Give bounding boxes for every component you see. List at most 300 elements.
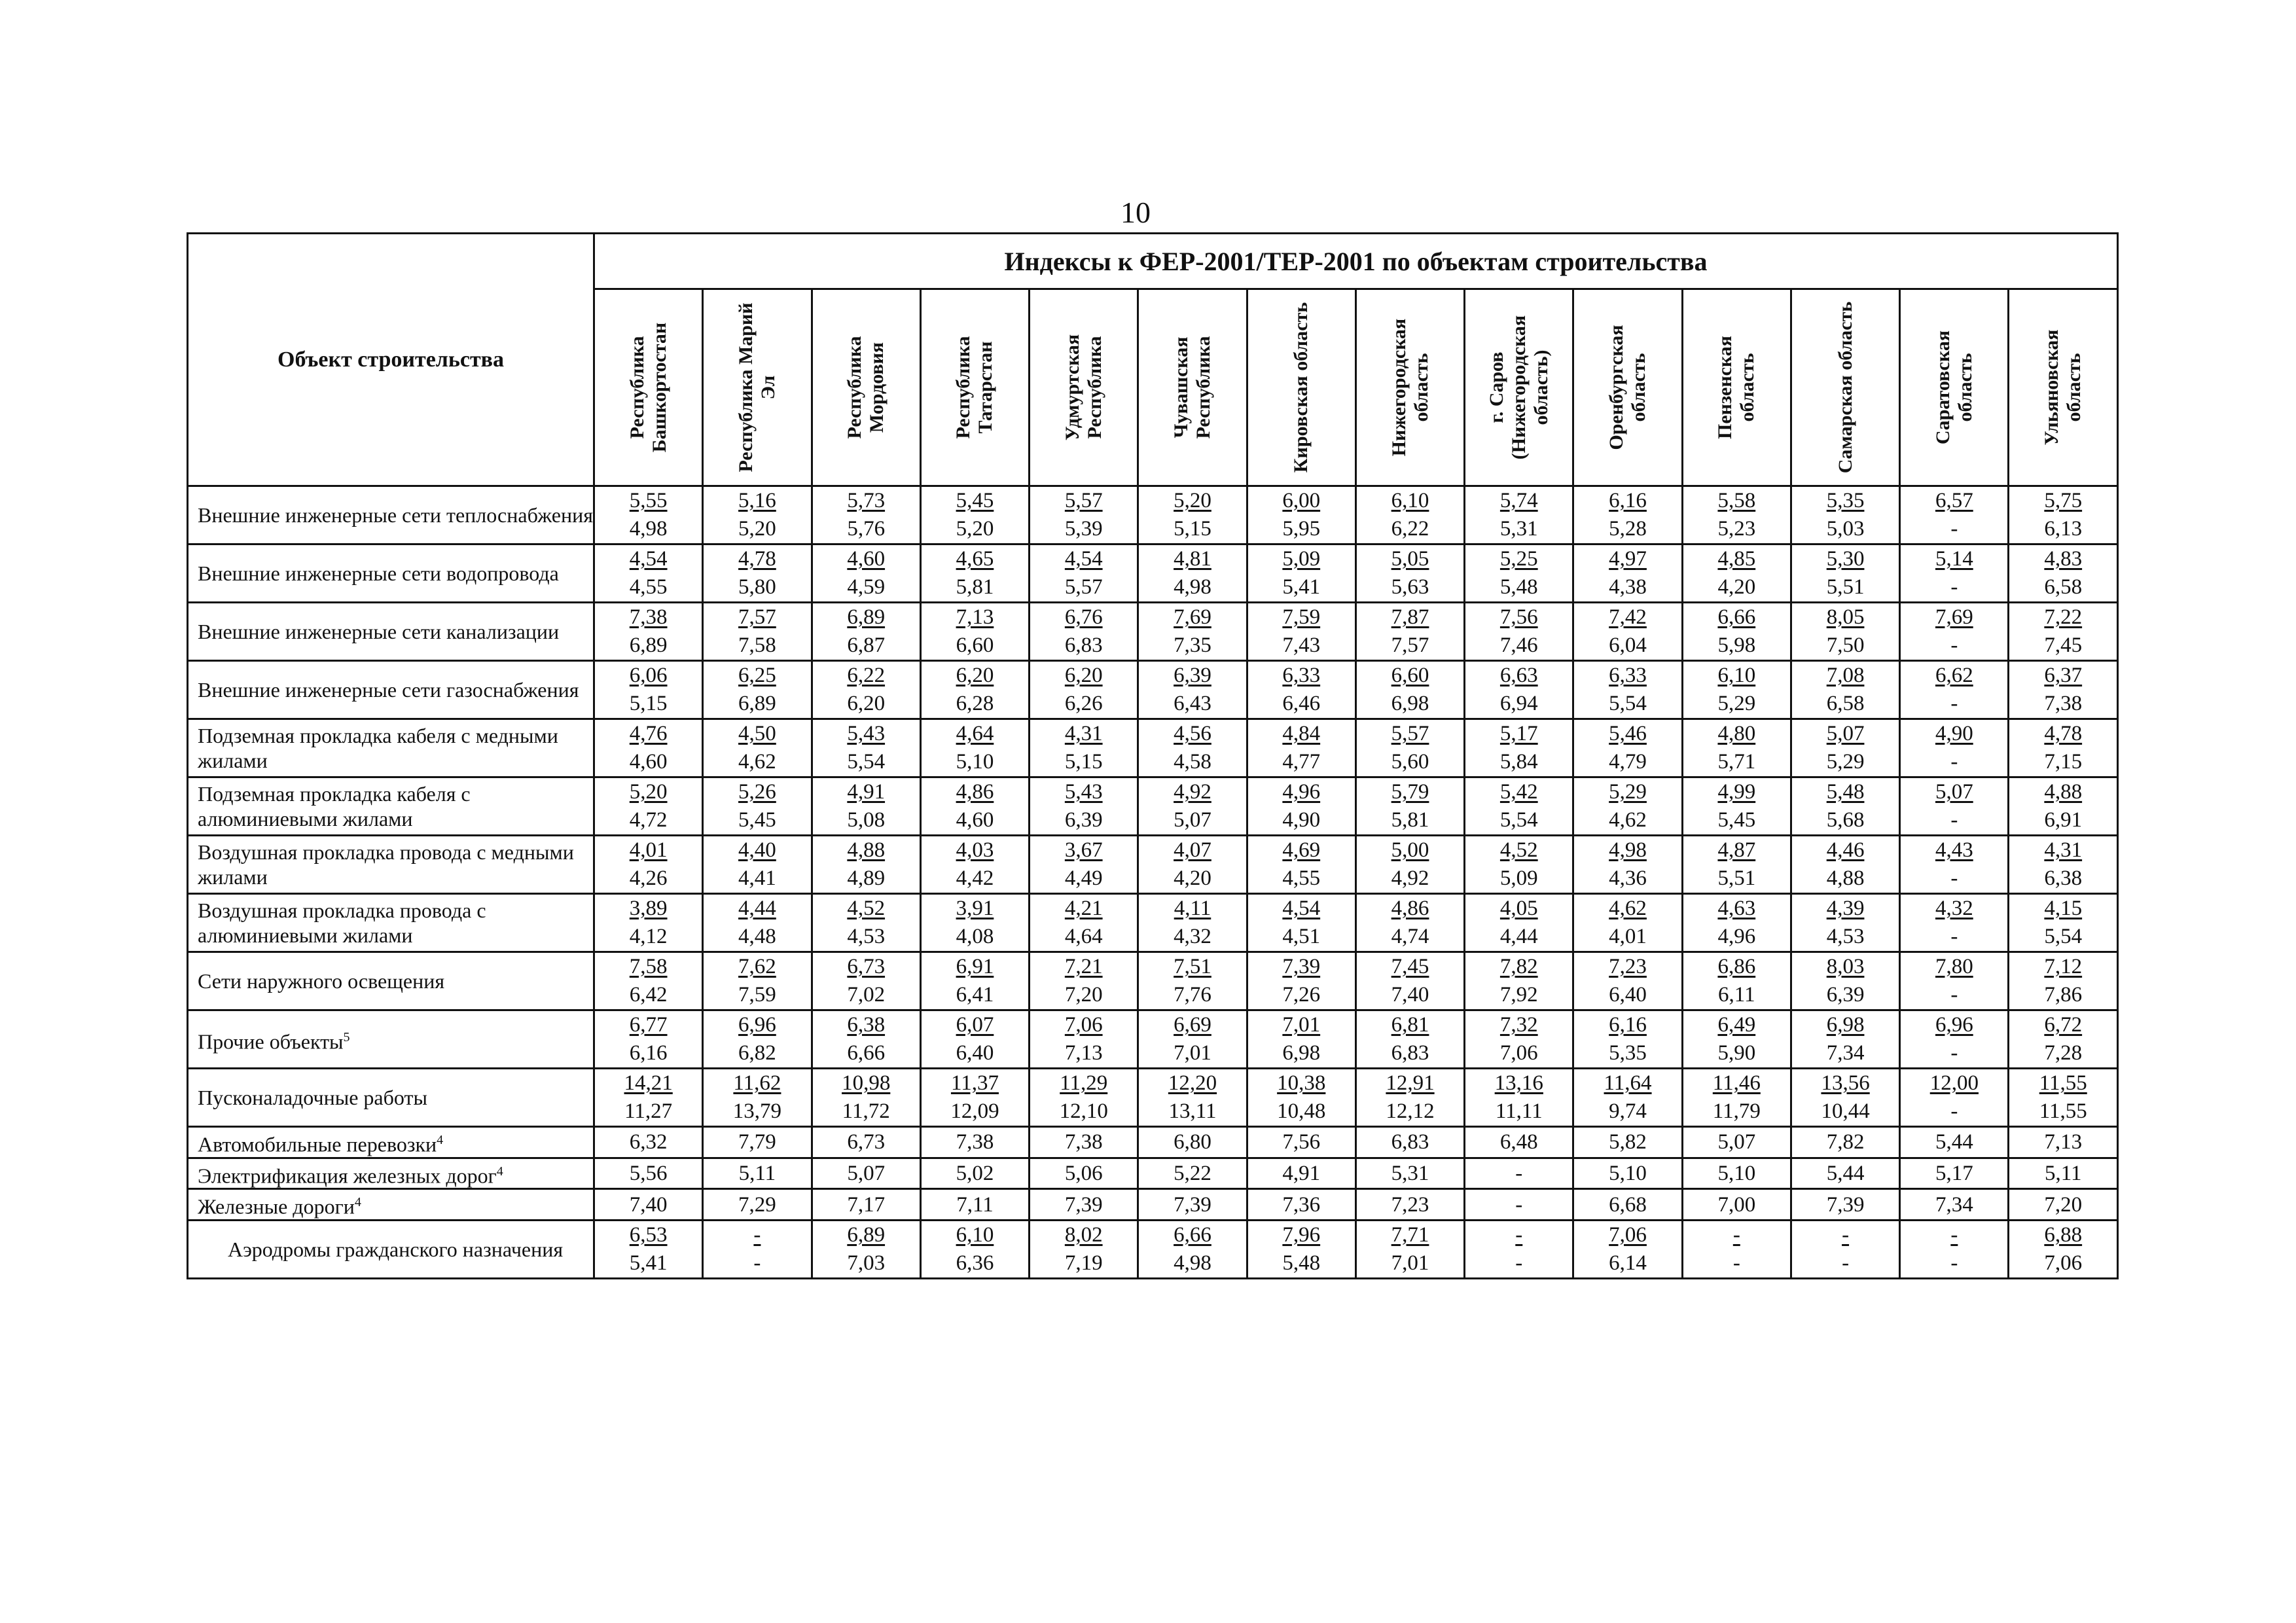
index-value-fer: 7,34 <box>1826 1041 1865 1065</box>
value-cell <box>703 1189 812 1221</box>
index-value-fer: 7,28 <box>2044 1041 2083 1065</box>
index-value-ter: 7,62 <box>738 955 776 978</box>
index-value-ter: 4,84 <box>1282 722 1321 745</box>
index-value-ter: 4,87 <box>1717 838 1756 862</box>
value-cell <box>1465 777 1573 836</box>
index-value-ter: 7,59 <box>1282 605 1321 629</box>
value-cell <box>1573 1158 1682 1189</box>
value-cell <box>2009 719 2118 777</box>
index-value-fer: 6,58 <box>2044 575 2083 599</box>
value-cell <box>1573 952 1682 1010</box>
index-value-fer: - <box>1732 1251 1740 1275</box>
index-value-fer: 5,51 <box>1826 575 1865 599</box>
index-value-fer: - <box>1950 517 1958 541</box>
index-value-fer: 5,54 <box>2044 925 2083 948</box>
index-value-fer: - <box>1950 866 1958 890</box>
value-cell <box>812 894 920 952</box>
value-cell <box>1573 836 1682 894</box>
value-cell <box>2009 894 2118 952</box>
table-row <box>188 661 2118 719</box>
value-cell <box>1682 836 1791 894</box>
index-value-fer: 4,96 <box>1717 925 1756 948</box>
row-label-text: Электрификация железных дорог <box>198 1164 497 1188</box>
index-value-fer: 7,20 <box>1064 983 1103 1007</box>
value-cell <box>1791 1189 1899 1221</box>
index-value-ter: 4,81 <box>1174 547 1211 571</box>
value-cell <box>2009 777 2118 836</box>
index-value-fer: 4,48 <box>738 925 776 948</box>
value-cell <box>1465 1127 1573 1158</box>
index-value-ter: 4,64 <box>956 722 994 745</box>
value-cell <box>1138 1010 1247 1069</box>
index-value-ter: 4,88 <box>2044 780 2083 804</box>
index-value-ter: 6,73 <box>847 955 886 978</box>
value-cell <box>1247 603 1355 661</box>
index-value-ter: 7,42 <box>1609 605 1647 629</box>
index-value-fer: 4,62 <box>738 750 776 774</box>
value-cell <box>703 1127 812 1158</box>
index-value-fer: 7,50 <box>1826 633 1865 657</box>
index-value-ter: 10,98 <box>842 1071 891 1095</box>
value-cell <box>812 661 920 719</box>
index-value-ter: 7,12 <box>2044 955 2083 978</box>
index-value-ter: 6,81 <box>1391 1013 1429 1037</box>
index-value-ter: 6,16 <box>1609 489 1647 512</box>
index-value-ter: 5,42 <box>1499 780 1538 804</box>
index-value-ter: 6,10 <box>1717 664 1756 687</box>
value-cell <box>1247 486 1355 544</box>
index-value-fer: 10,44 <box>1821 1099 1870 1123</box>
value-cell <box>594 1220 703 1278</box>
index-value-ter: 7,06 <box>1609 1222 1647 1247</box>
value-cell <box>703 777 812 836</box>
value-cell <box>2009 1127 2118 1158</box>
value-cell <box>2009 544 2118 603</box>
value-cell <box>812 1127 920 1158</box>
value-cell <box>812 1220 920 1278</box>
index-value-ter: 6,06 <box>629 664 668 687</box>
index-value-ter: 6,66 <box>1717 605 1756 629</box>
index-value: 7,11 <box>956 1192 994 1217</box>
index-value-ter: 7,38 <box>629 605 668 629</box>
index-value-fer: 4,12 <box>629 925 668 948</box>
value-cell <box>1355 894 1464 952</box>
value-cell <box>1465 1069 1573 1127</box>
index-value-ter: 7,22 <box>2044 605 2083 629</box>
value-cell <box>812 836 920 894</box>
index-value-ter: 5,14 <box>1935 547 1973 571</box>
row-label <box>188 661 594 719</box>
index-value-fer: 5,23 <box>1717 517 1756 541</box>
index-value-ter: 6,60 <box>1391 664 1429 687</box>
region-header <box>703 289 812 486</box>
index-value-fer: 12,12 <box>1386 1099 1435 1123</box>
value-cell <box>1030 1010 1138 1069</box>
corner-header <box>188 234 594 486</box>
index-value-ter: 6,63 <box>1499 664 1538 687</box>
index-value-fer: 7,13 <box>1064 1041 1103 1065</box>
index-value-fer: 6,16 <box>629 1041 668 1065</box>
row-label <box>188 1010 594 1069</box>
index-value-fer: 5,84 <box>1499 750 1538 774</box>
index-value-fer: 7,26 <box>1282 983 1321 1007</box>
index-value-fer: - <box>1950 575 1958 599</box>
value-cell <box>703 661 812 719</box>
row-label <box>188 486 594 544</box>
index-value: 5,07 <box>847 1161 886 1185</box>
index-value-ter: 7,06 <box>1064 1013 1103 1037</box>
index-value: 5,31 <box>1391 1161 1429 1185</box>
index-value-fer: - <box>1950 750 1958 774</box>
value-cell <box>1138 1220 1247 1278</box>
value-cell <box>1682 952 1791 1010</box>
value-cell <box>1573 777 1682 836</box>
index-value-fer: 5,95 <box>1282 517 1321 541</box>
index-value: 7,13 <box>2044 1130 2083 1154</box>
index-value-ter: 7,13 <box>956 605 994 629</box>
table-row <box>188 952 2118 1010</box>
row-label <box>188 1220 594 1278</box>
index-value-ter: 5,07 <box>1935 780 1973 804</box>
index-value-fer: 4,49 <box>1064 866 1103 890</box>
index-value: 5,11 <box>738 1161 776 1185</box>
index-value-fer: 7,01 <box>1174 1041 1211 1065</box>
index-value-fer: 5,41 <box>1282 575 1321 599</box>
index-value-ter: 6,89 <box>847 1222 886 1247</box>
value-cell <box>812 1189 920 1221</box>
row-label-text: Железные дороги <box>198 1194 355 1219</box>
index-value: 6,83 <box>1391 1130 1429 1154</box>
value-cell <box>1791 719 1899 777</box>
index-value-fer: 4,55 <box>629 575 668 599</box>
value-cell <box>1573 603 1682 661</box>
index-value-ter: 8,05 <box>1826 605 1865 629</box>
index-value-ter: 6,77 <box>629 1013 668 1037</box>
index-value-ter: 4,46 <box>1826 838 1865 862</box>
index-value-ter: 5,29 <box>1609 780 1647 804</box>
index-value-ter: 11,46 <box>1712 1071 1761 1095</box>
index-value-ter: 4,31 <box>1064 722 1103 745</box>
index-value-fer: - <box>1515 1251 1523 1275</box>
index-value-ter: 4,78 <box>2044 722 2083 745</box>
value-cell <box>1900 603 2009 661</box>
index-value-ter: 7,87 <box>1391 605 1429 629</box>
region-header <box>594 289 703 486</box>
value-cell <box>594 836 703 894</box>
value-cell <box>920 1127 1029 1158</box>
index-value-ter: 12,91 <box>1386 1071 1435 1095</box>
index-value-ter: 8,02 <box>1064 1222 1103 1247</box>
value-cell <box>1247 836 1355 894</box>
value-cell <box>1573 661 1682 719</box>
index-value-ter: 4,91 <box>847 780 886 804</box>
index-value: 7,17 <box>847 1192 886 1217</box>
value-cell <box>1030 836 1138 894</box>
index-value-fer: 7,58 <box>738 633 776 657</box>
index-value-ter: 7,82 <box>1499 955 1538 978</box>
index-value: 7,56 <box>1282 1130 1321 1154</box>
value-cell <box>703 603 812 661</box>
value-cell <box>1900 719 2009 777</box>
index-value-fer: 6,94 <box>1499 692 1538 715</box>
index-value-ter: 4,76 <box>629 722 668 745</box>
value-cell <box>2009 486 2118 544</box>
index-value-fer: 6,82 <box>738 1041 776 1065</box>
index-value-ter: 4,31 <box>2044 838 2083 862</box>
value-cell <box>1247 777 1355 836</box>
index-value-ter: 12,20 <box>1168 1071 1217 1095</box>
index-value-ter: 6,07 <box>956 1013 994 1037</box>
value-cell <box>1138 894 1247 952</box>
footnote-marker: 4 <box>496 1164 503 1179</box>
index-value: 7,00 <box>1717 1192 1756 1217</box>
value-cell <box>1355 777 1464 836</box>
value-cell <box>1465 1220 1573 1278</box>
value-cell <box>812 952 920 1010</box>
value-cell <box>1030 894 1138 952</box>
index-value-ter: 11,64 <box>1604 1071 1652 1095</box>
value-cell <box>1355 1127 1464 1158</box>
index-value-ter: 6,62 <box>1935 664 1973 687</box>
index-value-fer: 5,45 <box>1717 808 1756 832</box>
value-cell <box>703 544 812 603</box>
value-cell <box>1791 603 1899 661</box>
value-cell <box>1138 486 1247 544</box>
value-cell <box>1900 1189 2009 1221</box>
index-value-fer: 5,20 <box>956 517 994 541</box>
value-cell <box>1682 1010 1791 1069</box>
value-cell <box>812 777 920 836</box>
value-cell <box>1573 1220 1682 1278</box>
index-value-fer: 11,11 <box>1495 1099 1543 1123</box>
page-number: 10 <box>1121 196 1151 229</box>
index-value-ter: 5,57 <box>1064 489 1103 512</box>
value-cell <box>594 544 703 603</box>
index-value-fer: 5,76 <box>847 517 886 541</box>
value-cell <box>1465 1010 1573 1069</box>
value-cell <box>1682 1127 1791 1158</box>
value-cell <box>1030 1069 1138 1127</box>
index-value-ter: 4,78 <box>738 547 776 571</box>
row-label <box>188 836 594 894</box>
index-value-fer: 4,60 <box>629 750 668 774</box>
value-cell <box>1030 719 1138 777</box>
index-value-fer: 5,09 <box>1499 866 1538 890</box>
index-value-fer: 4,72 <box>629 808 668 832</box>
index-value-ter: 4,50 <box>738 722 776 745</box>
value-cell <box>1465 661 1573 719</box>
value-cell <box>1355 603 1464 661</box>
index-value-ter: 14,21 <box>624 1071 673 1095</box>
row-label <box>188 719 594 777</box>
index-value-fer: 5,71 <box>1717 750 1756 774</box>
index-value-ter: 4,44 <box>738 897 776 920</box>
region-header <box>1247 289 1355 486</box>
index-value-ter: 3,89 <box>629 897 668 920</box>
region-label: Республика Башкортостан <box>626 322 670 453</box>
index-value-fer: 6,43 <box>1174 692 1211 715</box>
value-cell <box>1791 1158 1899 1189</box>
index-value-ter: 10,38 <box>1277 1071 1326 1095</box>
index-value-ter: 11,62 <box>733 1071 781 1095</box>
index-value-ter: 6,69 <box>1174 1013 1211 1037</box>
table-header <box>188 234 2118 486</box>
index-value-ter: 5,45 <box>956 489 994 512</box>
value-cell <box>1682 486 1791 544</box>
index-value: - <box>1515 1161 1523 1185</box>
index-value-ter: 7,01 <box>1282 1013 1321 1037</box>
value-cell <box>594 1010 703 1069</box>
index-value-fer: 4,26 <box>629 866 668 890</box>
value-cell <box>1138 1158 1247 1189</box>
index-value-fer: 6,83 <box>1064 633 1103 657</box>
region-header <box>1138 289 1247 486</box>
value-cell <box>1030 1158 1138 1189</box>
value-cell <box>1247 952 1355 1010</box>
index-value-fer: 6,89 <box>629 633 668 657</box>
value-cell <box>1573 1127 1682 1158</box>
index-value-fer: 5,31 <box>1499 517 1538 541</box>
table-row <box>188 1127 2118 1158</box>
region-label: Республика Мордовия <box>844 336 888 439</box>
value-cell <box>1682 1220 1791 1278</box>
value-cell <box>1355 836 1464 894</box>
index-value-fer: 7,06 <box>2044 1251 2083 1275</box>
value-cell <box>1355 719 1464 777</box>
region-header <box>1682 289 1791 486</box>
index-value-fer: 7,43 <box>1282 633 1321 657</box>
value-cell <box>1791 952 1899 1010</box>
value-cell <box>1247 1158 1355 1189</box>
index-value: 6,68 <box>1609 1192 1647 1217</box>
index-value-fer: 7,46 <box>1499 633 1538 657</box>
index-value-ter: 5,07 <box>1826 722 1865 745</box>
index-value-fer: 4,74 <box>1391 925 1429 948</box>
index-value-fer: 6,13 <box>2044 517 2083 541</box>
value-cell <box>1791 894 1899 952</box>
value-cell <box>1573 1189 1682 1221</box>
value-cell <box>594 719 703 777</box>
table-row <box>188 894 2118 952</box>
index-value-fer: 5,90 <box>1717 1041 1756 1065</box>
value-cell <box>812 603 920 661</box>
value-cell <box>1682 1069 1791 1127</box>
region-label: Оренбургская область <box>1605 325 1650 450</box>
row-label-text: Внешние инженерные сети канализации <box>198 620 560 643</box>
index-value-fer: 9,74 <box>1609 1099 1647 1123</box>
value-cell <box>1791 661 1899 719</box>
index-value-ter: 4,90 <box>1935 722 1973 745</box>
value-cell <box>703 836 812 894</box>
value-cell <box>2009 1010 2118 1069</box>
value-cell <box>920 1158 1029 1189</box>
footnote-marker: 5 <box>343 1029 350 1044</box>
value-cell <box>1900 836 2009 894</box>
index-value-fer: 7,02 <box>847 983 886 1007</box>
index-value-fer: 6,04 <box>1609 633 1647 657</box>
value-cell <box>1465 719 1573 777</box>
value-cell <box>1573 1069 1682 1127</box>
value-cell <box>1138 544 1247 603</box>
row-label-text: Воздушная прокладка провода с алюминиевыми жилами <box>198 899 486 947</box>
index-value-ter: 6,91 <box>956 955 994 978</box>
index-value-fer: 4,32 <box>1174 925 1211 948</box>
region-header <box>920 289 1029 486</box>
index-value-fer: - <box>1950 983 1958 1007</box>
index-value: - <box>1515 1192 1523 1217</box>
index-value-ter: 7,96 <box>1282 1222 1321 1247</box>
index-value-fer: - <box>1842 1251 1850 1275</box>
index-value: 5,10 <box>1609 1161 1647 1185</box>
index-value-ter: 5,43 <box>1064 780 1103 804</box>
value-cell <box>1682 777 1791 836</box>
value-cell <box>594 894 703 952</box>
index-value-ter: - <box>1515 1222 1523 1247</box>
value-cell <box>1573 486 1682 544</box>
value-cell <box>2009 1069 2118 1127</box>
value-cell <box>594 1069 703 1127</box>
index-value-fer: - <box>1950 925 1958 948</box>
index-value-ter: 7,08 <box>1826 664 1865 687</box>
index-value-ter: 12,00 <box>1929 1071 1979 1095</box>
index-value-fer: 11,79 <box>1712 1099 1761 1123</box>
value-cell <box>1355 1158 1464 1189</box>
value-cell <box>1791 1069 1899 1127</box>
index-value-ter: 5,30 <box>1826 547 1865 571</box>
value-cell <box>1247 544 1355 603</box>
index-value-fer: 5,15 <box>1064 750 1103 774</box>
row-label-text: Внешние инженерные сети теплоснабжения <box>198 503 593 527</box>
index-value-ter: 7,45 <box>1391 955 1429 978</box>
index-value-ter: 4,86 <box>956 780 994 804</box>
row-label <box>188 777 594 836</box>
index-value-ter: 6,96 <box>738 1013 776 1037</box>
table-row <box>188 1189 2118 1221</box>
value-cell <box>2009 836 2118 894</box>
row-label <box>188 952 594 1010</box>
index-value-ter: 5,55 <box>629 489 668 512</box>
index-value-fer: 6,89 <box>738 692 776 715</box>
row-label-text: Внешние инженерные сети газоснабжения <box>198 678 579 702</box>
value-cell <box>1138 836 1247 894</box>
region-label: Кировская область <box>1290 302 1312 473</box>
value-cell <box>812 486 920 544</box>
index-value-fer: 5,81 <box>1391 808 1429 832</box>
value-cell <box>1900 661 2009 719</box>
index-value: 6,80 <box>1174 1130 1211 1154</box>
index-value-fer: 5,15 <box>1174 517 1211 541</box>
index-value-fer: 5,03 <box>1826 517 1865 541</box>
value-cell <box>2009 952 2118 1010</box>
value-cell <box>1791 1220 1899 1278</box>
index-value-fer: 5,10 <box>956 750 994 774</box>
index-value-ter: 5,35 <box>1826 489 1865 512</box>
index-value-ter: 4,52 <box>1499 838 1538 862</box>
value-cell <box>703 1158 812 1189</box>
index-value-ter: 4,56 <box>1174 722 1211 745</box>
table-title <box>594 234 2118 289</box>
value-cell <box>1465 836 1573 894</box>
index-value-fer: 6,66 <box>847 1041 886 1065</box>
index-value: 6,48 <box>1499 1130 1538 1154</box>
index-value-fer: 4,44 <box>1499 925 1538 948</box>
index-value-fer: 7,01 <box>1391 1251 1429 1275</box>
index-value-ter: 5,75 <box>2044 489 2083 512</box>
index-value-fer: 6,83 <box>1391 1041 1429 1065</box>
index-value-fer: 6,39 <box>1826 983 1865 1007</box>
index-value-fer: 5,54 <box>1609 692 1647 715</box>
index-value: 7,36 <box>1282 1192 1321 1217</box>
